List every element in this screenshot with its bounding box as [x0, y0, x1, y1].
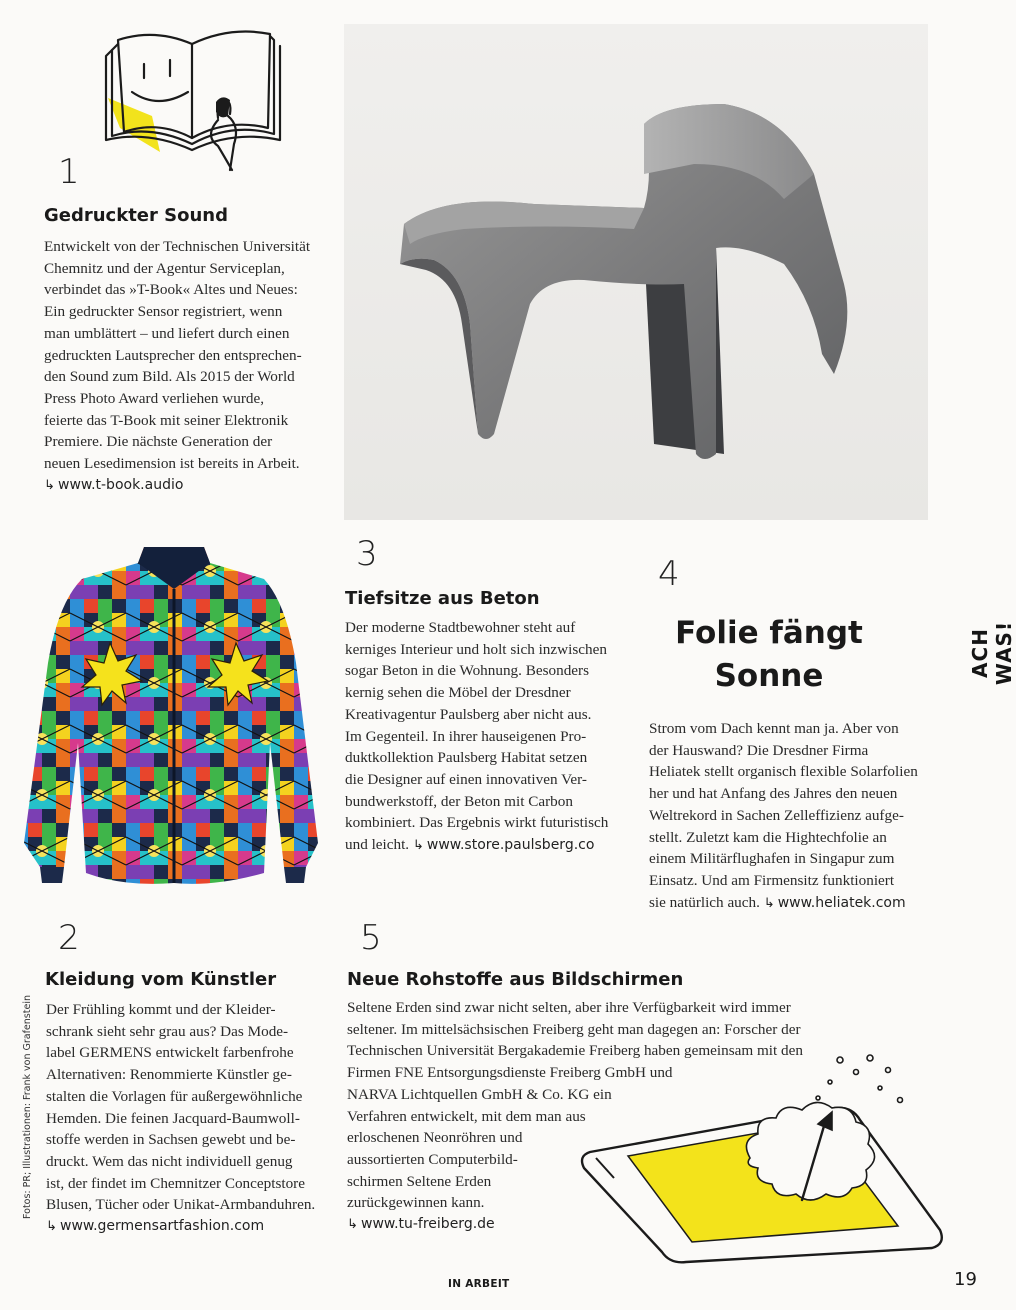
- page-number: 19: [954, 1269, 977, 1290]
- body-line: man umblättert – und liefert durch einen: [44, 324, 290, 342]
- body-line: aussortierten Computerbild-: [347, 1150, 518, 1168]
- body-line: ist, der findet im Chemnitzer Conceptstore: [46, 1174, 305, 1192]
- body-line: duktkollektion Paulsberg Habitat setzen: [345, 749, 588, 767]
- body-line: druckt. Wem das nicht individuell genug: [46, 1152, 293, 1170]
- article-3-number: 3: [356, 534, 378, 574]
- link-arrow-icon: ↳: [763, 895, 775, 911]
- article-5-link[interactable]: ↳ www.tu-freiberg.de: [347, 1214, 803, 1236]
- body-line: schirmen Seltene Erden: [347, 1172, 492, 1190]
- body-line: Im Gegenteil. In ihrer hauseigenen Pro-: [345, 727, 587, 745]
- body-line: kerniges Interieur und holt sich inzwischen: [345, 640, 607, 658]
- link-arrow-icon: ↳: [46, 1219, 57, 1235]
- article-4-body: [649, 718, 918, 914]
- body-line: der Hauswand? Die Dresdner Firma: [649, 741, 869, 759]
- body-line: die Designer auf einen innovativen Ver-: [345, 770, 587, 788]
- body-line: Technischen Universität Bergakademie Freiberg haben gemeinsam mit den: [347, 1042, 803, 1060]
- body-line: gedruckten Lautsprecher den entsprechen-: [44, 346, 302, 364]
- article-4-title: Folie fängt Sonne: [675, 615, 863, 694]
- body-line: Verfahren entwickelt, mit dem man aus: [347, 1107, 586, 1125]
- body-line: erloschenen Neonröhren und: [347, 1129, 523, 1147]
- photo-credit: Fotos: PR; Illustrationen: Frank von Grafenstein: [22, 995, 33, 1219]
- body-line: Einsatz. Und am Firmensitz funktioniert: [649, 871, 895, 889]
- article-4-number: 4: [658, 554, 680, 594]
- concrete-chair-photo: [344, 24, 928, 520]
- article-2-body: [46, 999, 315, 1238]
- body-line: sie natürlich auch. ↳ www.heliatek.com: [649, 892, 918, 915]
- patterned-shirt-photo: [14, 543, 332, 907]
- body-line: neuen Lesedimension ist bereits in Arbeit.: [44, 455, 300, 473]
- book-illustration: [100, 20, 300, 200]
- body-line: zurückgewinnen kann.: [347, 1194, 485, 1212]
- body-line: Der moderne Stadtbewohner steht auf: [345, 619, 576, 636]
- body-line: kernig sehen die Möbel der Dresdner: [345, 684, 571, 702]
- article-5-number: 5: [360, 918, 382, 958]
- article-1-body: [44, 236, 310, 496]
- body-line: Blusen, Tücher oder Unikat-Armbanduhren.: [46, 1196, 316, 1214]
- body-line: her und hat Anfang des Jahres den neuen: [649, 785, 898, 803]
- body-line: stellt. Zuletzt kam die Hightechfolie an: [649, 828, 887, 846]
- body-line: Weltrekord in Sachen Zelleffizienz aufge-: [649, 806, 904, 824]
- article-5-title: Neue Rohstoffe aus Bildschirmen: [347, 969, 684, 990]
- body-line: einem Militärflughafen in Singapur zum: [649, 850, 895, 868]
- body-line: verbindet das »T-Book« Altes und Neues:: [44, 281, 298, 299]
- body-line: Ein gedruckter Sensor registriert, wenn: [44, 303, 283, 321]
- body-line: Hemden. Die feinen Jacquard-Baumwoll-: [46, 1109, 300, 1127]
- phone-illustration: [570, 1030, 970, 1270]
- article-3-body: [345, 617, 608, 857]
- article-2-number: 2: [58, 918, 80, 958]
- link-arrow-icon: ↳: [347, 1217, 358, 1233]
- body-line: und leicht. ↳ www.store.paulsberg.co: [345, 834, 608, 857]
- body-line: kombiniert. Das Ergebnis wirkt futuristisch: [345, 814, 609, 832]
- link-arrow-icon: ↳: [412, 838, 424, 854]
- link-arrow-icon: ↳: [44, 477, 55, 493]
- section-tag: ACH WAS!: [968, 620, 1016, 686]
- body-line: den Sound zum Bild. Als 2015 der World: [44, 368, 295, 386]
- body-line: Press Photo Award verliehen wurde,: [44, 389, 265, 407]
- body-line: Kreativagentur Paulsberg aber nicht aus.: [345, 705, 592, 723]
- body-line: label GERMENS entwickelt farbenfrohe: [46, 1044, 294, 1062]
- body-line: Firmen FNE Entsorgungsdienste Freiberg GmbH und: [347, 1064, 673, 1082]
- body-line: Entwickelt von der Technischen Universität: [44, 238, 311, 255]
- body-line: Premiere. Die nächste Generation der: [44, 433, 273, 451]
- body-line: Alternativen: Renommierte Künstler ge-: [46, 1066, 292, 1084]
- body-line: schrank sieht sehr grau aus? Das Mode-: [46, 1022, 289, 1040]
- article-2-title: Kleidung vom Künstler: [45, 969, 277, 990]
- article-3-title: Tiefsitze aus Beton: [345, 588, 540, 609]
- body-line: NARVA Lichtquellen GmbH & Co. KG ein: [347, 1085, 612, 1103]
- body-line: Heliatek stellt organisch flexible Solarfolien: [649, 763, 918, 781]
- article-1-link[interactable]: ↳ www.t-book.audio: [44, 475, 310, 497]
- body-line: stalten die Vorlagen für außergewöhnliche: [46, 1087, 303, 1105]
- article-1-title: Gedruckter Sound: [44, 205, 228, 226]
- article-4-link[interactable]: ↳ www.heliatek.com: [764, 895, 906, 911]
- body-line: bundwerkstoff, der Beton mit Carbon: [345, 792, 573, 810]
- body-line: Chemnitz und der Agentur Serviceplan,: [44, 259, 285, 277]
- body-line: feierte das T-Book mit seiner Elektronik: [44, 411, 289, 429]
- footer-section: IN ARBEIT: [448, 1278, 510, 1290]
- body-line: stoffe werden in Sachsen gewebt und be-: [46, 1131, 296, 1149]
- body-line: Strom vom Dach kennt man ja. Aber von: [649, 720, 899, 737]
- body-line: seltener. Im mittelsächsischen Freiberg geht man dagegen an: Forscher der: [347, 1020, 801, 1038]
- body-line: Der Frühling kommt und der Kleider-: [46, 1001, 276, 1018]
- article-3-link[interactable]: ↳ www.store.paulsberg.co: [413, 837, 595, 853]
- article-1-number: 1: [58, 152, 80, 192]
- article-2-link[interactable]: ↳ www.germensartfashion.com: [46, 1216, 315, 1238]
- body-line: Seltene Erden sind zwar nicht selten, aber ihre Verfügbarkeit wird immer: [347, 999, 791, 1016]
- body-line: sogar Beton in die Wohnung. Besonders: [345, 662, 589, 680]
